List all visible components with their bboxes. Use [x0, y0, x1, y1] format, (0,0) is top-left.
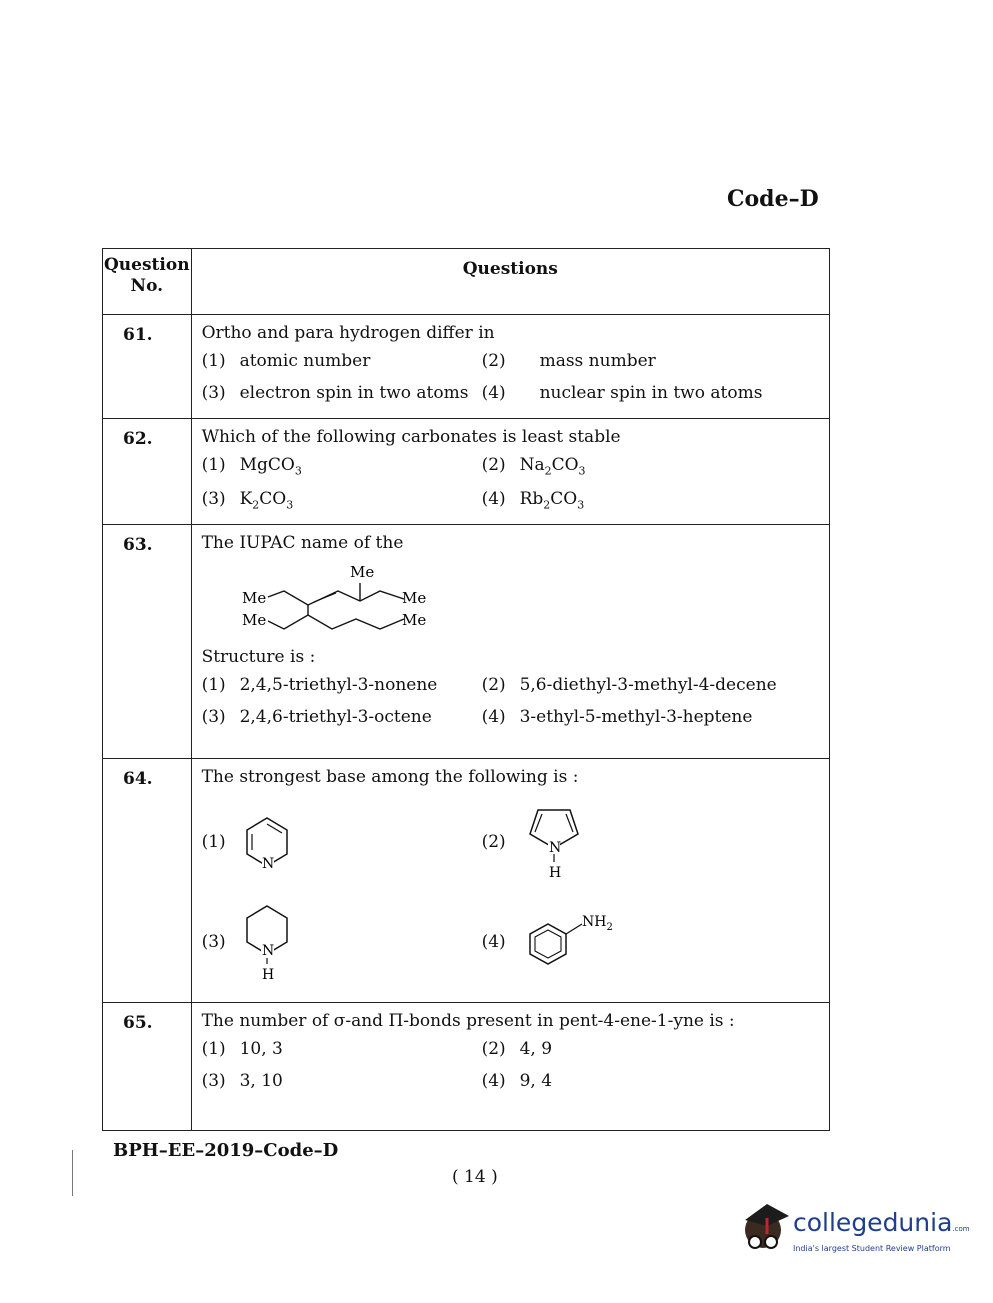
- pyrrole-structure: [526, 802, 582, 882]
- svg-text:N: N: [261, 856, 274, 870]
- option-3: (3) electron spin in two atoms: [201, 383, 469, 403]
- double-bond-line: [314, 593, 336, 602]
- me-right-1-label: Me: [401, 589, 426, 607]
- question-stem: The IUPAC name of the: [201, 533, 404, 553]
- table-header-row: [103, 249, 830, 315]
- question-stem: Ortho and para hydrogen differ in: [201, 323, 495, 343]
- logo-suffix: .com: [952, 1225, 970, 1233]
- svg-text:N: N: [548, 840, 561, 856]
- me-top-label: Me: [349, 563, 374, 581]
- header-questions: Questions: [191, 249, 829, 315]
- piperidine-structure: [242, 902, 292, 982]
- option-1: (1) 2,4,5-triethyl-3-nonene: [201, 675, 438, 695]
- header-no-line1: Question: [104, 255, 190, 275]
- question-table: [102, 248, 830, 1131]
- question-number: 61.: [103, 315, 192, 419]
- footer-exam-code: BPH–EE–2019–Code–D: [113, 1140, 339, 1161]
- question-row-64: [103, 759, 830, 1003]
- svg-text:H: H: [548, 865, 561, 881]
- svg-text:N: N: [261, 943, 274, 959]
- question-number: 62.: [103, 419, 192, 525]
- svg-text:NH2: $NH_2$: [581, 914, 613, 933]
- option-1: (1) atomic number: [201, 351, 371, 371]
- me-left-2-label: Me: [241, 611, 266, 629]
- logo-tagline: India's largest Student Review Platform: [793, 1244, 951, 1253]
- pyridine-structure: [242, 814, 292, 870]
- svg-text:H: H: [261, 967, 274, 982]
- mascot-icon: [737, 1198, 793, 1254]
- option-3: (3) N H: [202, 897, 482, 987]
- question-stem-2: Structure is :: [201, 647, 316, 667]
- option-2: (2) N H: [482, 797, 762, 887]
- aniline-structure: [526, 912, 626, 972]
- option-2: (2) mass number: [481, 351, 656, 371]
- margin-rule: [72, 1150, 73, 1196]
- option-4: (4) 3-ethyl-5-methyl-3-heptene: [481, 707, 753, 727]
- option-3: (3) 3, 10: [201, 1071, 283, 1091]
- question-stem: Which of the following carbonates is least stable: [201, 427, 621, 447]
- lower-chain: [268, 615, 404, 629]
- option-1: (1) N: [202, 797, 482, 887]
- question-row-63: [103, 525, 830, 759]
- option-1: (1) MgCO$_3$: [201, 455, 302, 478]
- question-stem: The number of σ-and Π-bonds present in pent-4-ene-1-yne is :: [201, 1011, 735, 1031]
- option-2: (2) 4, 9: [481, 1039, 553, 1059]
- question-row-61: [103, 315, 830, 419]
- question-row-65: [103, 1003, 830, 1131]
- option-2: (2) $Na_2CO_3$: [481, 455, 586, 478]
- me-left-1-label: Me: [241, 589, 266, 607]
- question-row-62: [103, 419, 830, 525]
- me-right-2-label: Me: [401, 611, 426, 629]
- logo-name: collegedunia: [793, 1208, 953, 1237]
- exam-code-label: Code–D: [727, 186, 819, 212]
- option-4: (4) $Rb_2CO_3$: [481, 489, 585, 512]
- option-4: (4) nuclear spin in two atoms: [481, 383, 763, 403]
- question-stem: The strongest base among the following is :: [201, 767, 579, 787]
- option-4: (4) 9, 4: [481, 1071, 553, 1091]
- header-question-no: [103, 249, 192, 315]
- option-3: (3) 2,4,6-triethyl-3-octene: [201, 707, 432, 727]
- skeletal-structure: [242, 561, 482, 641]
- option-4: (4) $NH_2$: [482, 897, 762, 987]
- collegedunia-logo: [737, 1198, 970, 1258]
- page-number: ( 14 ): [452, 1167, 498, 1187]
- question-number: 63.: [103, 525, 192, 759]
- question-number: 64.: [103, 759, 192, 1003]
- option-1: (1) 10, 3: [201, 1039, 283, 1059]
- question-number: 65.: [103, 1003, 192, 1131]
- header-no-line2: No.: [130, 276, 164, 297]
- option-3: (3) $K_2CO_3$: [201, 489, 294, 512]
- option-2: (2) 5,6-diethyl-3-methyl-4-decene: [481, 675, 777, 695]
